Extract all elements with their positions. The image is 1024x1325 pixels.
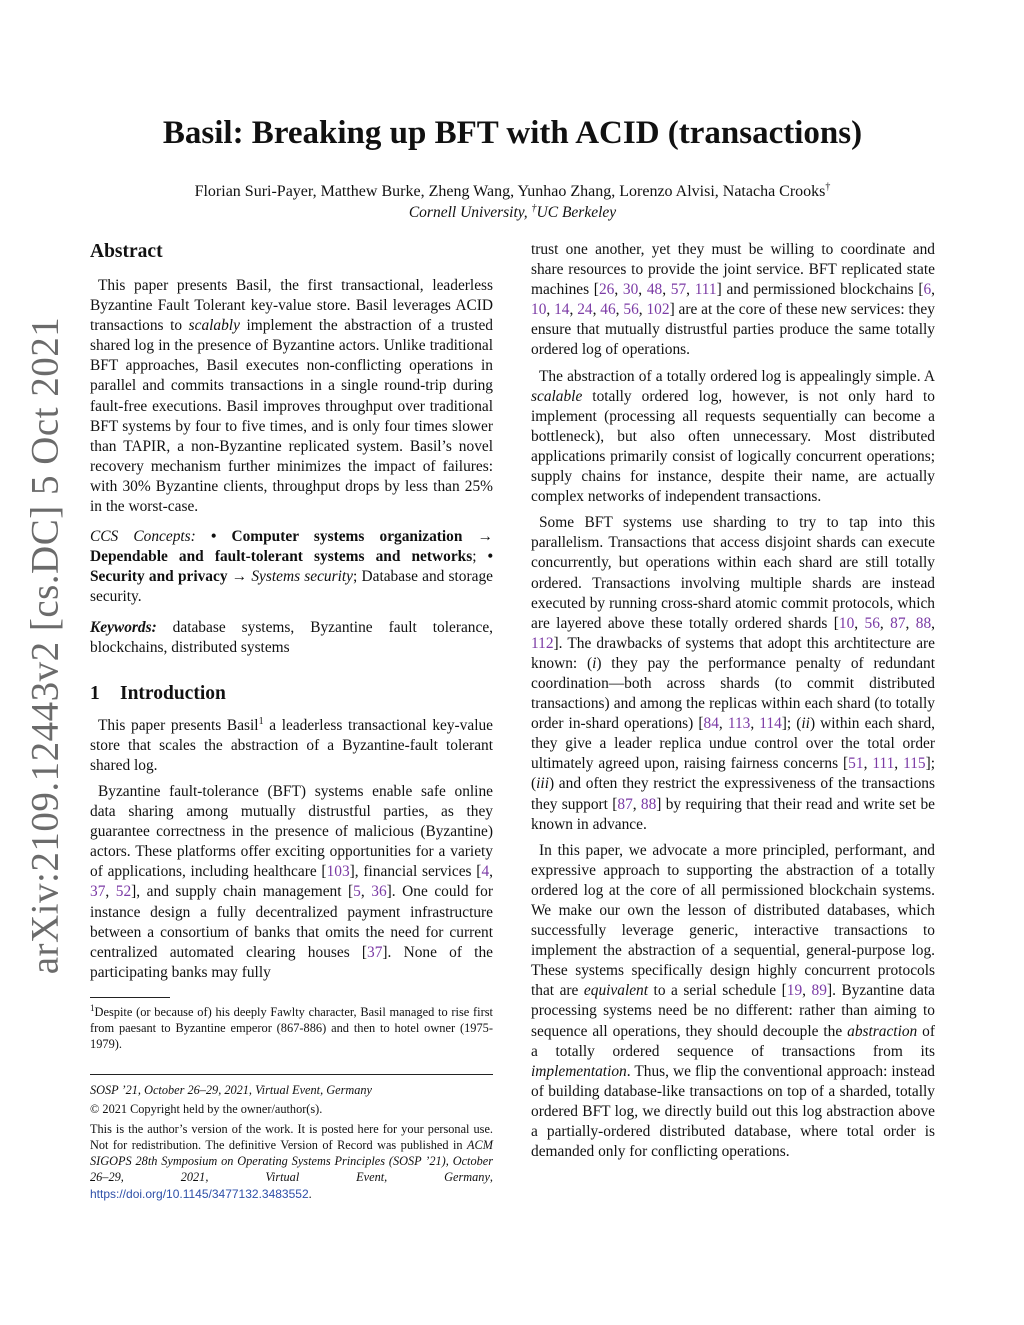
- citation-link[interactable]: 24: [577, 301, 593, 319]
- citation-link[interactable]: 114: [759, 715, 782, 733]
- intro-p1-a: This paper presents Basil: [98, 716, 259, 734]
- citation-link[interactable]: 10: [838, 614, 855, 632]
- author-mark: †: [825, 181, 831, 193]
- citation-link[interactable]: 30: [622, 281, 639, 299]
- citation-link[interactable]: 84: [703, 715, 719, 733]
- right-p4-em2: abstraction: [847, 1022, 918, 1040]
- citation-link[interactable]: 112: [531, 634, 554, 652]
- keywords-text: database systems, Byzantine fault tolerance, blockchains, distributed systems: [90, 618, 493, 656]
- intro-paragraph-5: Some BFT systems use sharding to try to tap into this parallelism. Transactions that access disjoint shards can execute concurrently, but operations within each shard are still totally ordered. Transactions involving multiple shards are instead executed by running cross-shard atomic commit protocols, which are layered above these totally ordered shards [10, 56, 87, 88, 112]. The drawbacks of systems that adopt this archtitecture are known: (i) they pay the performance penalty of redundant coordination—both across shards (to commit distributed transactions) and among the replicas within each shard (to totally order in-shard operations) [84, 113, 114]; (ii) within each shard, they give a leader replica undue control over the total order ultimately agreed upon, raising fairness concerns [51, 111, 115]; (iii) and often they restrict the expressiveness of the transactions they support [87, 88] by requiring that their read and write set be known in advance.: [531, 514, 936, 833]
- citation-link[interactable]: 113: [727, 715, 751, 733]
- left-column: [90, 240, 493, 1202]
- intro-p2-d: ]. One could for instance design a fully decentralized payment infrastructure between a consortium of banks that omits the need for current centralized automated clearing houses [: [90, 883, 494, 961]
- right-column: [531, 240, 935, 1162]
- citation-link[interactable]: 19: [786, 982, 803, 1000]
- intro-paragraph-3: trust one another, yet they must be willing to coordinate and share resources to provide the joint service. BFT replicated state machines [26, 30, 48, 57, 111] and permissioned blockchains [6, 10, 14, 24, 46, 56, 102] are at the core of these new services: they ensure that mutually distrustful parties produce the same totally ordered log of operations.: [531, 241, 936, 359]
- intro-p2-e: ]. None of the participating banks may fully: [90, 943, 493, 981]
- intro-paragraph-2: Byzantine fault-tolerance (BFT) systems enable safe online data sharing among mutually distrustful parties, as they guarantee correctness in the presence of malicious (Byzantine) actors. These platforms offer exciting opportunities for a variety of applications, including healthcare [103], financial services [4, 37, 52], and supply chain management [5, 36]. One could for instance design a fully decentralized payment infrastructure between a consortium of banks that omits the need for current centralized automated clearing houses [37]. None of the participating banks may fully: [90, 782, 494, 981]
- ccs-arrow-2: →: [227, 568, 252, 586]
- citation-link[interactable]: 51: [848, 755, 864, 773]
- footnote-marker[interactable]: 1: [258, 715, 264, 727]
- right-p3-g: ) and often they restrict the expressiveness of the transactions they support [: [531, 775, 935, 813]
- right-p2-b: totally ordered log, however, is not only hard to implement (processing all requests sequentially can become a bottleneck), but also often unnecessary. Most distributed applications primarily consist of logically concurrent operations; supply chains for instance, despite their name, are actually complex networks of independent transactions.: [531, 387, 935, 506]
- right-p2-emphasis: scalable: [531, 387, 583, 405]
- intro-p2-c: ], and supply chain management [: [131, 883, 354, 901]
- paper-title: Basil: Breaking up BFT with ACID (transactions): [162, 115, 863, 151]
- citation-link[interactable]: 5: [353, 883, 361, 901]
- citation-link[interactable]: 4: [481, 863, 490, 881]
- abstract-paragraph: [90, 276, 493, 517]
- section-heading-introduction: [90, 682, 493, 706]
- right-p4-em1: equivalent: [583, 982, 649, 1000]
- affiliations: [90, 203, 935, 223]
- keywords-label: Keywords:: [90, 618, 157, 636]
- citation-link[interactable]: 87: [617, 795, 633, 813]
- right-p4-c: ]. Byzantine data processing systems need be no different: rather than aiming to sequence all operations, they should decouple the: [531, 982, 935, 1040]
- citation-link[interactable]: 115: [903, 755, 926, 773]
- authors-text: Florian Suri-Payer, Matthew Burke, Zheng Wang, Yunhao Zhang, Lorenzo Alvisi, Natacha Crooks: [194, 183, 826, 200]
- author-list: [90, 181, 935, 203]
- right-p3-c: ) they pay the performance penalty of redundant coordination—both across shards (to commit distributed transactions) and among the replicas within each shard (to totally order in-shard operations) [: [531, 654, 935, 733]
- abstract-heading: Abstract: [90, 241, 163, 262]
- notice-text: This is the author’s version of the work. It is posted here for your personal use. Not for redistribution. The definitive Version of Record was published in: [90, 1121, 493, 1152]
- conference-venue: SOSP ’21, October 26–29, 2021, Virtual Event, Germany: [90, 1082, 372, 1097]
- right-p4-d: of a totally ordered sequence of transactions from its: [531, 1022, 935, 1060]
- intro-paragraph-6: In this paper, we advocate a more principled, performant, and expressive approach to supporting the abstraction of a totally ordered log at the core of all permissioned blockchain systems. We make our own the lesson of distributed databases, which successfully leverage generic, interactive transactions to implement the abstraction of a sequential, general-purpose log. These systems specifically design highly concurrent protocols that are equivalent to a serial schedule [19, 89]. Byzantine data processing systems need be no different: rather than aiming to sequence all operations, they should decouple the abstraction of a totally ordered sequence of transactions from its implementation. Thus, we flip the conventional approach: instead of building database-like transactions on top of a sharded, totally ordered BFT log, we directly build out this log abstraction above a partially-ordered distributed database, where total order is demanded only for conflicting operations.: [531, 841, 935, 1161]
- right-p3-e: ) within each shard, they give a leader replica undue control over the total order ultimately agreed upon, raising fairness concerns [: [531, 715, 936, 773]
- footnote-text: Despite (or because of) his deeply Fawlty character, Basil managed to rise first from paesant to Byzantine emperor (867-886) and then to hotel owner (1975-1979).: [90, 1004, 493, 1051]
- affiliation-berkeley: UC Berkeley: [536, 204, 617, 221]
- citation-link[interactable]: 52: [115, 883, 132, 901]
- citation-link[interactable]: 87: [890, 614, 906, 632]
- citation-link[interactable]: 88: [915, 614, 932, 632]
- citation-link[interactable]: 111: [872, 755, 895, 773]
- footnote: [90, 1004, 493, 1052]
- abstract-emphasis: scalably: [188, 317, 240, 335]
- right-p2-a: The abstraction of a totally ordered log is appealingly simple. A: [539, 367, 935, 385]
- doi-link[interactable]: https://doi.org/10.1145/3477132.3483552: [90, 1186, 309, 1201]
- arxiv-identifier-stamp: [20, 316, 70, 974]
- right-p3-h: ] by requiring that their read and write set be known in advance.: [531, 795, 936, 833]
- ccs-concepts: [90, 527, 493, 607]
- footnote-number: 1: [90, 1002, 95, 1013]
- right-p4-a: In this paper, we advocate a more principled, performant, and expressive approach to supporting the abstraction of a totally ordered log at the core of all permissioned blockchain systems. We make our own the lesson of distributed databases, which successfully leverage generic, interactive transactions to implement the abstraction of a sequential, general-purpose log. These systems specifically design highly concurrent protocols that are: [531, 841, 935, 1000]
- ccs-term-1: • Computer systems organization: [195, 528, 463, 546]
- citation-link[interactable]: 37: [367, 943, 383, 961]
- arxiv-id-text: arXiv:2109.12443v2 [cs.DC] 5 Oct 2021: [23, 316, 67, 974]
- version-notice: [90, 1121, 493, 1202]
- right-p3-b: ]. The drawbacks of systems that adopt this archtitecture are known: (: [531, 634, 935, 672]
- right-p3-f: ]; (: [531, 755, 935, 793]
- citation-link[interactable]: 48: [646, 281, 663, 299]
- ccs-term-3: • Security and privacy: [90, 548, 493, 586]
- right-p1-a: trust one another, yet they must be willing to coordinate and share resources to provide the joint service. BFT replicated state machines [: [531, 241, 935, 299]
- citation-link[interactable]: 14: [554, 301, 570, 319]
- affiliation-mark: †: [531, 202, 537, 214]
- citation-link[interactable]: 46: [600, 301, 616, 319]
- citation-link[interactable]: 103: [326, 863, 350, 881]
- intro-p2-a: Byzantine fault-tolerance (BFT) systems enable safe online data sharing among mutually distrustful parties, as they guarantee correctness in the presence of malicious (Byzantine) actors. These platforms offer exciting opportunities for a variety of applications, including healthcare [: [90, 782, 493, 881]
- intro-paragraph-1: [90, 716, 493, 776]
- right-p4-em3: implementation: [531, 1062, 627, 1080]
- right-p1-c: ] are at the core of these new services: they ensure that mutually distrustful parties produce the same totally ordered log of operations.: [531, 301, 935, 359]
- right-p4-e: . Thus, we flip the conventional approach: instead of building database-like transactions on top of a sharded, totally ordered BFT log, we directly build out this log abstraction above a partially-ordered distributed database, where total order is demanded only for conflicting operations.: [531, 1062, 935, 1161]
- enum-ii: ii: [801, 715, 810, 733]
- citation-link[interactable]: 88: [640, 795, 657, 813]
- section-title: Introduction: [120, 682, 226, 704]
- conference-info: [90, 1082, 493, 1202]
- citation-link[interactable]: 26: [598, 281, 615, 299]
- ccs-term-2: Dependable and fault-tolerant systems and networks: [90, 548, 473, 566]
- intro-paragraph-4: [531, 367, 935, 508]
- notice-sep: ,: [489, 1170, 493, 1185]
- section-number: 1: [90, 682, 100, 704]
- intro-p1-b: a leaderless transactional key-value store that scales the abstraction of a Byzantine-fault tolerant shared log.: [90, 716, 494, 774]
- ccs-arrow-1: →: [462, 528, 493, 546]
- ccs-separator: ;: [472, 548, 488, 566]
- ccs-tail: ; Database and storage security.: [90, 568, 493, 606]
- right-p3-d: ]; (: [781, 715, 802, 733]
- notice-venue: ACM SIGOPS 28th Symposium on Operating Systems Principles (SOSP ’21), October 26–29, 2021, Virtual Event, Germany: [90, 1137, 493, 1185]
- ccs-term-4: Systems security: [251, 568, 354, 586]
- title-block: [90, 112, 935, 223]
- citation-link[interactable]: 57: [670, 281, 687, 299]
- enum-i: i: [592, 654, 597, 672]
- abstract-text-1: This paper presents Basil, the first transactional, leaderless Byzantine Fault Tolerant key-value store. Basil leverages ACID transactions to: [90, 277, 493, 335]
- abstract-text-2: implement the abstraction of a trusted shared log in the presence of Byzantine actors. Unlike traditional BFT approaches, Basil executes non-conflicting operations in parallel and commits transactions in a single round-trip during fault-free executions. Basil improves throughput over traditional BFT systems by four to five times, and is only four times slower than TAPIR, a non-Byzantine replicated system. Basil’s novel recovery mechanism further minimizes the impact of failures: with 30% Byzantine clients, throughput drops by less than 25% in the worst-case.: [90, 317, 493, 516]
- affiliation-cornell: Cornell University,: [408, 204, 528, 221]
- footnote-divider: [90, 997, 170, 998]
- intro-p2-b: ], financial services [: [349, 863, 482, 881]
- citation-link[interactable]: 56: [623, 301, 639, 319]
- keywords: [90, 618, 493, 658]
- enum-iii: iii: [536, 775, 549, 793]
- right-p1-b: ] and permissioned blockchains [: [716, 281, 924, 299]
- notice-end: .: [308, 1186, 312, 1201]
- right-p3-a: Some BFT systems use sharding to try to tap into this parallelism. Transactions that access disjoint shards can execute concurrently, but operations within each shard are still totally ordered. Transactions involving multiple shards are instead executed by running cross-shard atomic commit protocols, which are layered above these totally ordered shards [: [531, 514, 935, 632]
- citation-link[interactable]: 102: [646, 301, 670, 319]
- conference-divider: [90, 1074, 493, 1075]
- right-p4-b: to a serial schedule [: [648, 982, 787, 1000]
- citation-link[interactable]: 10: [531, 301, 547, 319]
- citation-link[interactable]: 111: [694, 281, 717, 299]
- citation-link[interactable]: 37: [90, 883, 106, 901]
- citation-link[interactable]: 89: [811, 982, 827, 1000]
- citation-link[interactable]: 36: [371, 883, 387, 901]
- citation-link[interactable]: 56: [864, 614, 880, 632]
- copyright-notice: © 2021 Copyright held by the owner/author(s).: [90, 1102, 323, 1117]
- ccs-label: CCS Concepts:: [90, 528, 196, 546]
- citation-link[interactable]: 6: [923, 281, 932, 299]
